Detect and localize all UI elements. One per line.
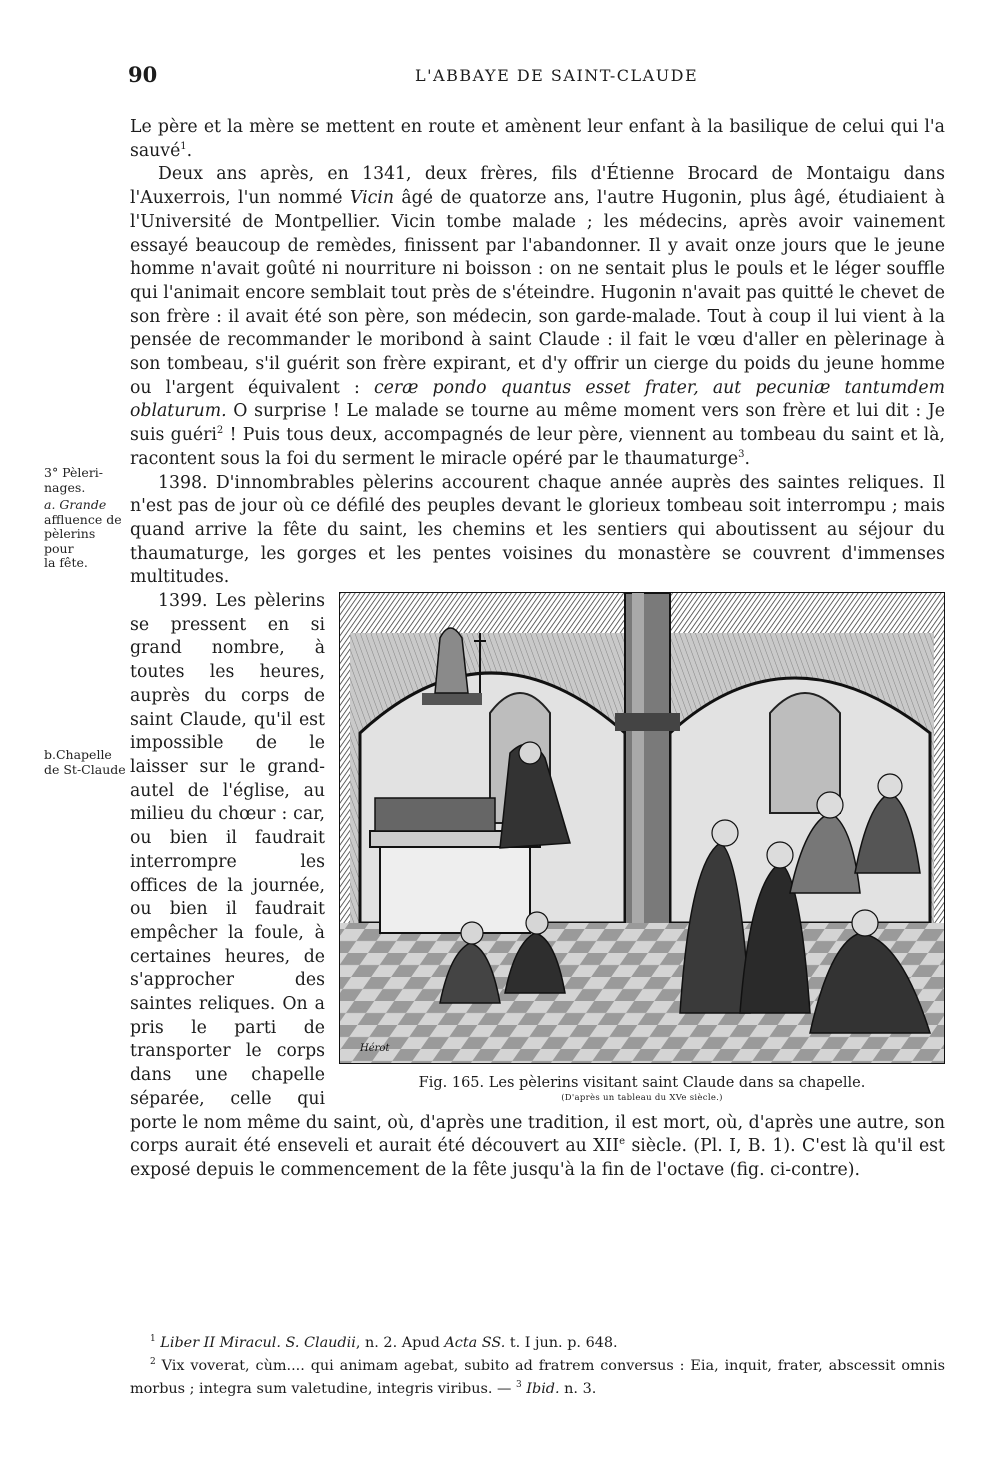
footnote-2	[130, 1353, 945, 1399]
text-span: Liber II Miracul. S. Claudii	[155, 1334, 356, 1351]
paragraph	[130, 163, 945, 471]
paragraph-number: 1398.	[158, 472, 208, 493]
paragraph	[130, 472, 945, 591]
paragraph-number: 1399.	[158, 591, 208, 612]
text-span: âgé de quatorze ans, l'autre Hugonin, plus âgé, étudiaient à l'Université de Montpellier. Vicin tombe malade ; les médecins, après avoir vainement essayé beaucoup de remèdes, finissent par l'abandonner. Il y avait onze jours que le jeune homme n'avait goûté ni nourriture ni boisson : on ne sentait plus le pouls et le léger souffle qui l'animait encore semblait tout près de s'éteindre. Hugonin n'avait pas quitté le chevet de son frère : il avait été son père, son médecin, son garde-malade. Tout à coup il lui vient à la pensée de recommander le moribond à saint Claude : il fait le vœu d'aller en pèlerinage à son tombeau, s'il guérit son frère expirant, et d'y offrir un cierge du poids du jeune homme ou l'argent équivalent :	[130, 188, 945, 398]
sidenote-pelerinages	[44, 466, 128, 495]
sidenote-line: pèlerins pour	[44, 526, 96, 556]
footnote-marker: 1	[150, 1334, 156, 1344]
text-span: ! Puis tous deux, accompagnés de leur père, viennent au tombeau du saint et là, racontent sous la foi du serment le miracle opéré par le thaumaturge	[130, 425, 945, 469]
text-span: Les pèlerins se pressent en si grand nombre, à toutes les heures, auprès du corps de saint Claude, qu'il est impossible de le laisser sur le grand-autel de l'église, au milieu du chœur : car, ou bien il faudrait interrompre les offices de la journée, ou bien il faudrait empêcher la foule, à certaines heures, de s'approcher des saintes reliques. On a pris le parti de transporter le corps dans une chapelle séparée, celle qui porte le nom même du saint, où, d'après une tradition, il est mort, où, d'après une autre, son corps aurait été enseveli et aurait été découvert au XII	[130, 591, 945, 1157]
superscript: e	[619, 1136, 626, 1148]
sidenote-line: de St-Claude	[44, 761, 126, 777]
italic-name: Vicin	[349, 188, 394, 209]
running-head: L'ABBAYE DE SAINT-CLAUDE	[415, 66, 699, 85]
footnotes	[130, 1330, 945, 1398]
paragraph	[130, 116, 945, 163]
page-number: 90	[128, 62, 158, 87]
figure-caption: Fig. 165. Les pèlerins visitant saint Claude dans sa chapelle.	[418, 1075, 866, 1092]
latin-quote: ceræ pondo quantus esset frater, aut pecuniæ tantumdem oblaturum.	[130, 377, 945, 422]
figure-source: (D'après un tableau du XVe siècle.)	[561, 1093, 723, 1104]
text-span: n. 3.	[559, 1380, 597, 1397]
footnote-1	[130, 1330, 945, 1353]
sidenote-chapelle	[44, 748, 128, 777]
footnote-marker: 3	[515, 1379, 522, 1390]
text-span: Acta SS.	[444, 1334, 506, 1351]
sidenote-line: 3° Pèleri-	[44, 465, 104, 480]
sidenote-line: la fête.	[44, 555, 88, 570]
engraving-illustration	[339, 592, 945, 1064]
sidenote-line: b.Chapelle	[44, 747, 112, 762]
text-span: D'innombrables pèlerins accourent chaque année auprès des saintes reliques. Il n'est pas de jour où ce défilé des peuples devant le glorieux tombeau soit interrompu ; mais quand arrive la fête du saint, les chemins et les sentiers qui aboutissent au séjour du thaumaturge, les gorges et les pentes voisines du monastère se couvrent d'immenses multitudes.	[130, 472, 945, 588]
footnote-marker: 2	[150, 1356, 156, 1367]
text-span: t. I jun. p. 648.	[505, 1334, 618, 1351]
text-span: O surprise ! Le malade se tourne au même moment vers son frère et lui dit : Je suis guéri	[130, 401, 945, 446]
footnote-ref: 1	[180, 140, 187, 152]
footnote-ref: 3	[738, 449, 745, 461]
text-span: Deux ans après, en 1341, deux frères, fils d'Étienne Brocard de Montaigu dans l'Auxerrois, l'un nommé	[130, 164, 945, 209]
text-span: , n. 2. Apud	[355, 1334, 445, 1351]
text-span: .	[186, 140, 193, 161]
text-span: Vix voverat, cùm.... qui animam agebat, subito ad fratrem conversus : Eia, inquit, frater, abscessit omnis morbus ; integra sum valetudine, integris viribus. —	[130, 1357, 945, 1397]
text-span: siècle. (Pl. I, B. 1). C'est là qu'il est exposé depuis le commencement de la fête jusqu'à la fin de l'octave (fig. ci-contre).	[130, 1136, 945, 1180]
sidenote-grande-affluence	[44, 498, 128, 571]
sidenote-line: nages.	[44, 479, 86, 495]
text-span: Le père et la mère se mettent en route et amènent leur enfant à la basilique de celui qui l'a sauvé	[130, 117, 945, 161]
figure	[339, 592, 945, 1103]
sidenote-line: a. Grande	[44, 497, 107, 512]
footnote-ref: 2	[216, 425, 224, 437]
text-span: Ibid.	[521, 1380, 560, 1397]
sidenote-line: affluence de	[44, 511, 122, 527]
body-text	[130, 116, 945, 1183]
text-span: .	[744, 448, 751, 469]
engraver-signature: Hérot	[360, 1043, 390, 1055]
